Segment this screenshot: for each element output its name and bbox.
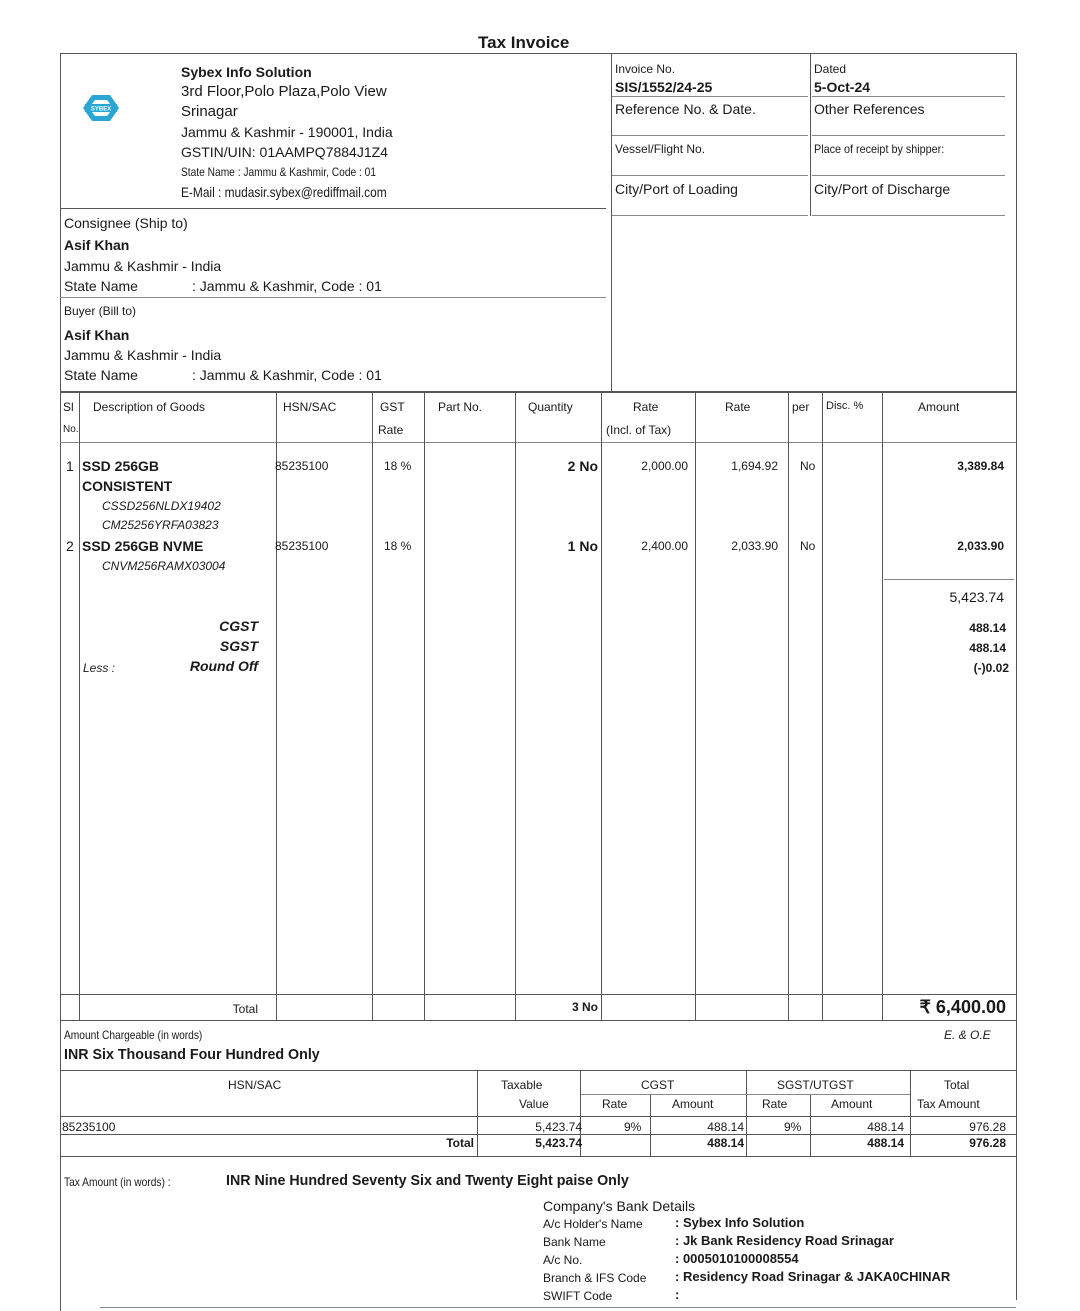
- tax-words-label: Tax Amount (in words) :: [64, 1175, 171, 1189]
- invoice-no: SIS/1552/24-25: [615, 79, 713, 95]
- dated-label: Dated: [814, 62, 847, 76]
- hsn-col-border: [477, 1070, 478, 1156]
- other-ref-label: Other References: [814, 101, 925, 117]
- hsn-row-cgst-amt: 488.14: [707, 1120, 744, 1134]
- total-row-bottom: [60, 1020, 1016, 1021]
- seller-email: E-Mail : mudasir.sybex@rediffmail.com: [181, 184, 387, 200]
- sgst-amount: 488.14: [969, 641, 1006, 655]
- bank-value: : Residency Road Srinagar & JAKA0CHINAR: [675, 1269, 951, 1284]
- hsn-summary-top: [60, 1070, 1016, 1071]
- total-label: Total: [232, 1002, 258, 1016]
- row-per: No: [800, 459, 816, 473]
- col-qty-header: Quantity: [528, 400, 573, 414]
- meta-row-divider: [612, 215, 808, 216]
- row-serial: CSSD256NLDX19402: [102, 499, 221, 513]
- row-sl: 1: [66, 458, 74, 474]
- col-border: [882, 392, 883, 1020]
- row-rate: 1,694.92: [731, 459, 778, 473]
- bank-value: :: [675, 1287, 680, 1302]
- hsn-total-taxable: 5,423.74: [535, 1136, 582, 1150]
- seller-state: State Name : Jammu & Kashmir, Code : 01: [181, 165, 377, 179]
- port-discharge-label: City/Port of Discharge: [814, 181, 951, 197]
- row-desc-2: CONSISTENT: [82, 478, 173, 494]
- hsn-total-label: Total: [446, 1136, 474, 1150]
- frame-left: [60, 53, 61, 1311]
- bank-value: : 0005010100008554: [675, 1251, 799, 1266]
- bank-label: A/c Holder's Name: [543, 1217, 643, 1231]
- total-amount: ₹ 6,400.00: [919, 997, 1006, 1017]
- consignee-name: Asif Khan: [64, 237, 130, 253]
- hsn-row-cgst-rate: 9%: [624, 1120, 642, 1134]
- consignee-divider: [60, 297, 606, 298]
- row-desc: SSD 256GB: [82, 458, 160, 474]
- buyer-state-value: : Jammu & Kashmir, Code : 01: [192, 367, 382, 383]
- col-border: [601, 392, 602, 1020]
- consignee-heading: Consignee (Ship to): [64, 215, 188, 231]
- col-border: [788, 392, 789, 1020]
- hsn-col-sgst-amount-header: Amount: [831, 1097, 873, 1111]
- row-hsn: 85235100: [275, 459, 329, 473]
- hsn-total-cgst: 488.14: [707, 1136, 744, 1150]
- col-sl-header: Sl: [63, 400, 74, 414]
- col-disc-header: Disc. %: [826, 400, 864, 412]
- cgst-amount: 488.14: [969, 621, 1006, 635]
- col-per-header: per: [792, 400, 810, 414]
- total-row-top: [60, 994, 1016, 995]
- col-gst-header: GST: [380, 400, 405, 414]
- hsn-total-sgst: 488.14: [867, 1136, 904, 1150]
- seller-gstin: GSTIN/UIN: 01AAMPQ7884J1Z4: [181, 144, 388, 160]
- eoe-label: E. & O.E: [944, 1028, 991, 1042]
- col-rate-incl-header-2: (Incl. of Tax): [606, 423, 672, 437]
- col-border: [822, 392, 823, 1020]
- col-hsn-header: HSN/SAC: [283, 400, 337, 414]
- hsn-col-total-header-2: Tax Amount: [917, 1097, 980, 1111]
- sgst-label: SGST: [219, 638, 258, 654]
- col-gst-header-2: Rate: [378, 423, 404, 437]
- col-border: [424, 392, 425, 1020]
- consignee-state-label: State Name: [64, 278, 138, 294]
- col-sl-header-2: No.: [63, 424, 79, 435]
- col-desc-header: Description of Goods: [93, 400, 206, 414]
- hsn-row-hsn: 85235100: [62, 1120, 116, 1134]
- meta-row-divider: [812, 175, 1005, 176]
- reference-label: Reference No. & Date.: [615, 101, 756, 117]
- buyer-name: Asif Khan: [64, 327, 130, 343]
- row-desc: SSD 256GB NVME: [82, 538, 204, 554]
- port-loading-label: City/Port of Loading: [615, 181, 738, 197]
- row-rate-incl: 2,000.00: [641, 459, 688, 473]
- seller-address-1: 3rd Floor,Polo Plaza,Polo View: [181, 83, 387, 100]
- hsn-row-sgst-amt: 488.14: [867, 1120, 904, 1134]
- consignee-state-value: : Jammu & Kashmir, Code : 01: [192, 278, 382, 294]
- meta-row-divider: [612, 175, 808, 176]
- hsn-row-sgst-rate: 9%: [784, 1120, 802, 1134]
- cgst-label: CGST: [219, 618, 258, 634]
- col-border: [276, 392, 277, 1020]
- bank-value: : Jk Bank Residency Road Srinagar: [675, 1233, 894, 1248]
- place-receipt-label: Place of receipt by shipper:: [814, 142, 945, 156]
- bank-label: SWIFT Code: [543, 1289, 613, 1303]
- svg-text:SYBEX: SYBEX: [90, 106, 112, 113]
- hsn-col-taxable-header-2: Value: [519, 1097, 549, 1111]
- hsn-total-tax: 976.28: [969, 1136, 1006, 1150]
- hsn-col-taxable-header: Taxable: [501, 1078, 543, 1092]
- hsn-col-sgst-rate-header: Rate: [762, 1097, 788, 1111]
- bank-label: Branch & IFS Code: [543, 1271, 647, 1285]
- hsn-col-total-header: Total: [944, 1078, 970, 1092]
- hsn-col-hsn-header: HSN/SAC: [228, 1078, 282, 1092]
- col-part-header: Part No.: [438, 400, 483, 414]
- meta-row-divider: [812, 215, 1005, 216]
- hsn-col-border: [746, 1070, 747, 1156]
- hsn-subheader-line: [581, 1094, 910, 1095]
- roundoff-amount: (-)0.02: [973, 661, 1009, 675]
- page-bottom-line: [100, 1307, 1016, 1308]
- row-serial: CM25256YRFA03823: [102, 518, 219, 532]
- row-qty: 2 No: [567, 458, 598, 474]
- col-border: [372, 392, 373, 1020]
- consignee-address: Jammu & Kashmir - India: [64, 258, 222, 274]
- amount-words-label: Amount Chargeable (in words): [64, 1028, 203, 1042]
- col-amount-header: Amount: [918, 400, 960, 414]
- frame-right: [1016, 53, 1017, 1300]
- row-gst: 18 %: [384, 459, 412, 473]
- row-sl: 2: [66, 538, 74, 554]
- row-per: No: [800, 539, 816, 553]
- dated-value: 5-Oct-24: [814, 79, 871, 95]
- vessel-label: Vessel/Flight No.: [615, 142, 706, 156]
- row-qty: 1 No: [567, 538, 598, 554]
- row-amount: 2,033.90: [957, 539, 1004, 553]
- items-header-divider: [60, 442, 1016, 443]
- invoice-no-label: Invoice No.: [615, 62, 676, 76]
- col-border: [515, 392, 516, 1020]
- roundoff-label: Round Off: [189, 658, 258, 674]
- hsn-row-divider: [60, 1134, 1016, 1135]
- bank-value: : Sybex Info Solution: [675, 1215, 805, 1230]
- seller-name: Sybex Info Solution: [181, 64, 312, 80]
- hsn-col-cgst-rate-header: Rate: [602, 1097, 628, 1111]
- amount-words-value: INR Six Thousand Four Hundred Only: [64, 1046, 320, 1063]
- row-rate-incl: 2,400.00: [641, 539, 688, 553]
- total-qty: 3 No: [571, 1000, 598, 1014]
- hsn-header-bottom: [60, 1116, 1016, 1117]
- buyer-state-label: State Name: [64, 367, 138, 383]
- buyer-address: Jammu & Kashmir - India: [64, 347, 222, 363]
- buyer-heading: Buyer (Bill to): [64, 304, 137, 318]
- seller-address-2: Srinagar: [181, 103, 238, 120]
- tax-words-value: INR Nine Hundred Seventy Six and Twenty Eight paise Only: [226, 1172, 629, 1189]
- items-table-top: [60, 391, 1016, 393]
- meta-mid-border: [810, 53, 811, 216]
- less-label: Less :: [83, 661, 116, 675]
- col-border: [695, 392, 696, 1020]
- row-gst: 18 %: [384, 539, 412, 553]
- seller-divider: [60, 208, 606, 209]
- invoice-title: Tax Invoice: [478, 33, 570, 52]
- seller-address-3: Jammu & Kashmir - 190001, India: [181, 124, 393, 140]
- bank-label: A/c No.: [543, 1253, 583, 1267]
- hsn-col-cgst-amount-header: Amount: [672, 1097, 714, 1111]
- frame-top: [60, 53, 1016, 54]
- subtotal: 5,423.74: [949, 589, 1004, 605]
- meta-left-border: [611, 53, 612, 391]
- hsn-row-taxable: 5,423.74: [535, 1120, 582, 1134]
- col-rate-incl-header: Rate: [633, 400, 659, 414]
- hsn-summary-bottom: [60, 1156, 1016, 1157]
- col-border: [79, 392, 80, 1020]
- hsn-col-cgst-header: CGST: [641, 1078, 675, 1092]
- row-amount: 3,389.84: [957, 459, 1004, 473]
- row-rate: 2,033.90: [731, 539, 778, 553]
- hsn-row-total-tax: 976.28: [969, 1120, 1006, 1134]
- row-serial: CNVM256RAMX03004: [102, 559, 226, 573]
- row-hsn: 85235100: [275, 539, 329, 553]
- meta-row-divider: [812, 135, 1005, 136]
- bank-heading: Company's Bank Details: [543, 1198, 696, 1214]
- meta-row-divider: [612, 135, 808, 136]
- meta-row-divider: [812, 96, 1005, 97]
- subtotal-line: [884, 579, 1014, 580]
- sybex-logo-icon: [82, 93, 120, 123]
- hsn-col-sgst-header: SGST/UTGST: [777, 1078, 854, 1092]
- meta-row-divider: [612, 96, 808, 97]
- col-rate-header: Rate: [725, 400, 751, 414]
- bank-label: Bank Name: [543, 1235, 606, 1249]
